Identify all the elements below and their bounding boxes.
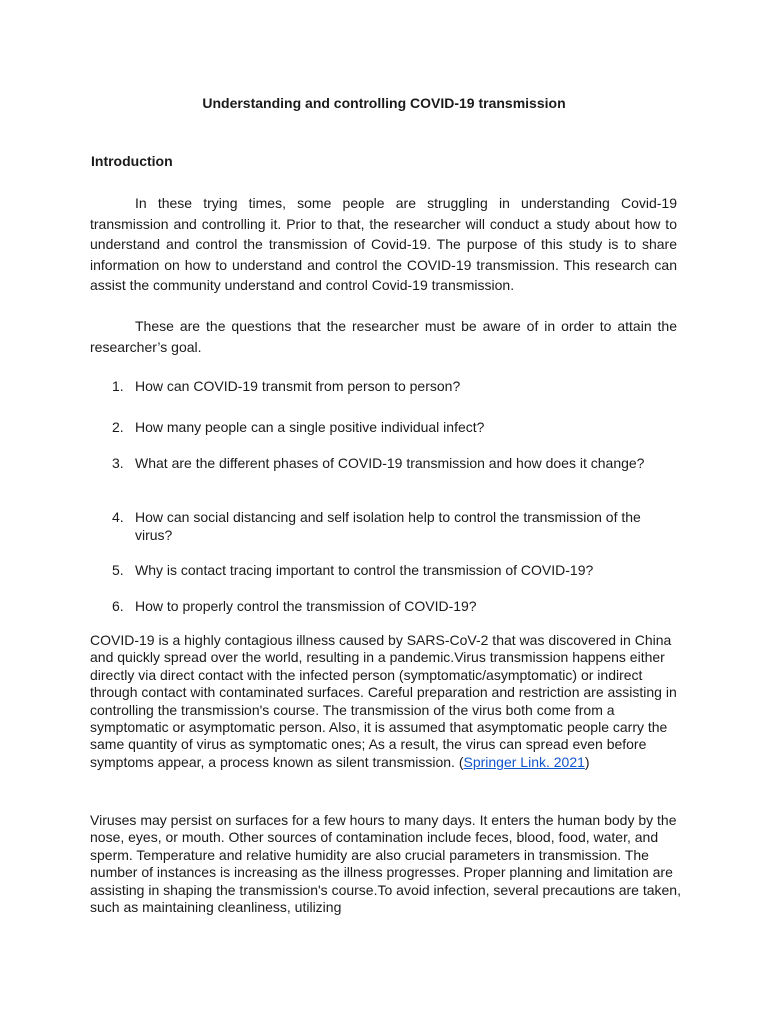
list-text: Why is contact tracing important to control the transmission of COVID-19? <box>135 562 594 578</box>
citation-close: ) <box>584 753 590 770</box>
body-paragraph-1-text: COVID-19 is a highly contagious illness caused by SARS-CoV-2 that was discovered in China and quickly spread over the world, resulting in a pandemic.Virus transmission happens either directly via direct contact with the infected person (symptomatic/asymptomatic) or indirect through contact with contaminated surfaces. Careful preparation and restriction are assisting in controlling the transmission's course. The transmission of the virus both come from a symptomatic or asymptomatic person. Also, it is assumed that asymptomatic people carry the same quantity of virus as symptomatic ones; As a result, the virus can spread even before symptoms appear, a process known as silent transmission. ( <box>90 632 677 770</box>
list-number: 5. <box>112 562 124 578</box>
intro-paragraph-1: In these trying times, some people are struggling in understanding Covid-19 transmission and controlling it. Prior to that, the researcher will conduct a study about how to understand and control the transmission of Covid-19. The purpose of this study is to share information on how to understand and control the COVID-19 transmission. This research can assist the community understand and control Covid-19 transmission. <box>90 195 677 294</box>
list-number: 3. <box>112 455 124 471</box>
list-text: How to properly control the transmission of COVID-19? <box>135 598 477 614</box>
list-text: How many people can a single positive individual infect? <box>135 419 485 435</box>
list-text: How can social distancing and self isolation help to control the transmission of the virus? <box>135 509 641 543</box>
list-number: 2. <box>112 419 124 435</box>
citation-link[interactable]: Springer Link. 2021 <box>463 753 585 770</box>
section-heading: Introduction <box>91 153 173 169</box>
list-text: What are the different phases of COVID-19 transmission and how does it change? <box>135 455 645 471</box>
list-number: 4. <box>112 509 124 525</box>
list-number: 1. <box>112 378 124 394</box>
list-number: 6. <box>112 598 124 614</box>
body-paragraph-1 <box>90 632 690 771</box>
body-paragraph-2: Viruses may persist on surfaces for a few hours to many days. It enters the human body by the nose, eyes, or mouth. Other sources of contamination include feces, blood, food, water, and sperm. Temperature and relative humidity are also crucial parameters in transmission. The number of instances is increasing as the illness progresses. Proper planning and limitation are assisting in shaping the transmission's course.To avoid infection, several precautions are taken, such as maintaining cleanliness, utilizing <box>90 812 681 916</box>
document-title: Understanding and controlling COVID-19 transmission <box>202 95 566 111</box>
list-text: How can COVID-19 transmit from person to person? <box>135 378 461 394</box>
intro-paragraph-2: These are the questions that the researcher must be aware of in order to attain the researcher’s goal. <box>90 318 677 355</box>
